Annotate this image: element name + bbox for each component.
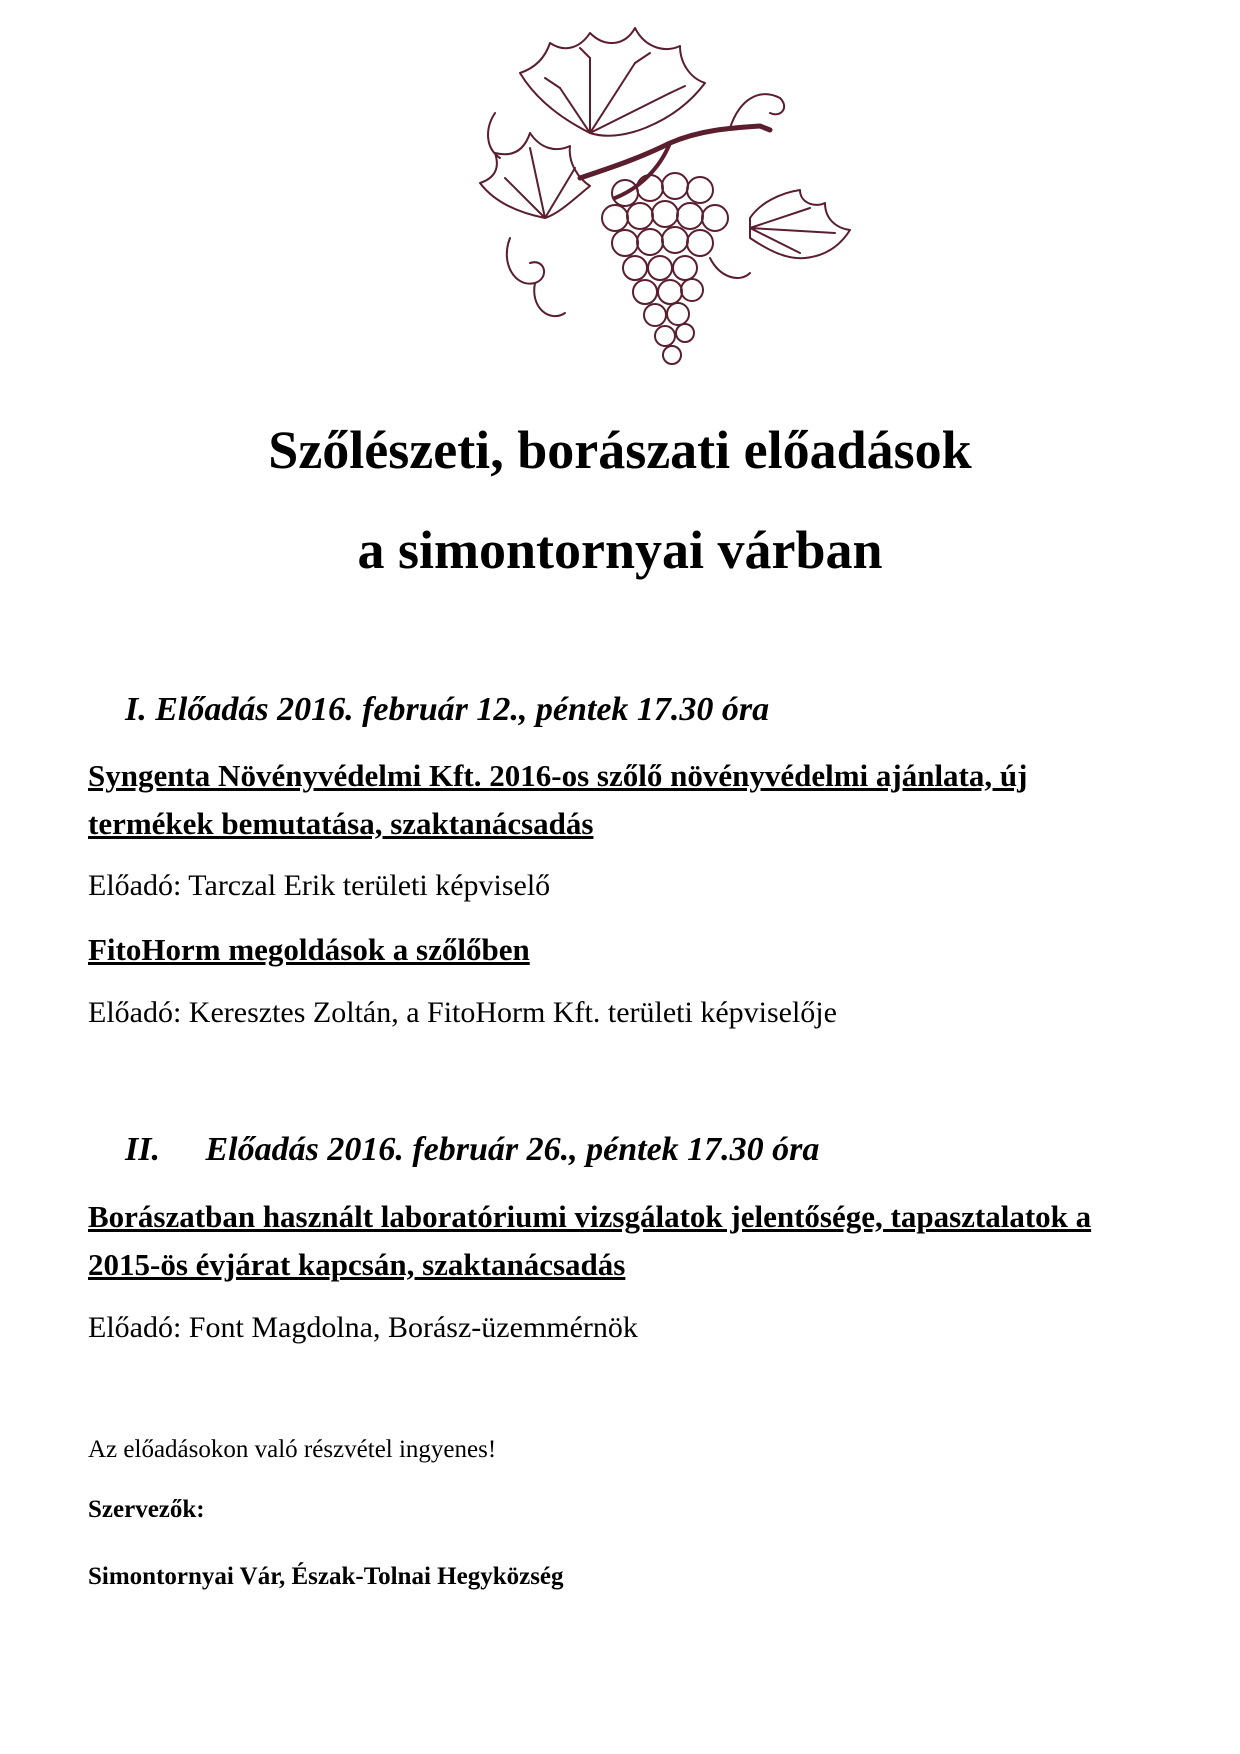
session-date: Előadás 2016. február 12., péntek 17.30 óra <box>155 691 770 728</box>
talk-topic-line: termékek bemutatása, szaktanácsadás <box>88 806 594 841</box>
talk-topic <box>88 926 1178 974</box>
talk-speaker: Előadó: Tarczal Erik területi képviselő <box>88 869 551 902</box>
page-title: Szőlészeti, borászati előadások <box>268 420 972 480</box>
talk-topic-line: Syngenta Növényvédelmi Kft. 2016-os szőlő növényvédelmi ajánlata, új <box>88 758 1028 793</box>
page-subtitle: a simontornyai várban <box>357 520 883 580</box>
organizers-list: Simontornyai Vár, Észak-Tolnai Hegyközség <box>88 1563 564 1590</box>
talk-topic-line: FitoHorm megoldások a szőlőben <box>88 932 530 967</box>
talk-speaker: Előadó: Font Magdolna, Borász-üzemmérnök <box>88 1311 638 1344</box>
grapevine-icon <box>440 18 870 388</box>
organizers-label: Szervezők: <box>88 1496 205 1523</box>
session-date: Előadás 2016. február 26., péntek 17.30 óra <box>205 1131 820 1168</box>
session-heading <box>125 1130 819 1170</box>
session-heading <box>125 690 769 730</box>
talk-topic <box>88 1193 1178 1289</box>
session-number: I. <box>125 691 147 728</box>
talk-speaker: Előadó: Keresztes Zoltán, a FitoHorm Kft. területi képviselője <box>88 996 837 1029</box>
session-number: II. <box>125 1131 160 1168</box>
free-entry-note: Az előadásokon való részvétel ingyenes! <box>88 1436 497 1463</box>
talk-topic <box>88 752 1178 848</box>
talk-topic-line: 2015-ös évjárat kapcsán, szaktanácsadás <box>88 1247 626 1282</box>
talk-topic-line: Borászatban használt laboratóriumi vizsgálatok jelentősége, tapasztalatok a <box>88 1199 1092 1234</box>
